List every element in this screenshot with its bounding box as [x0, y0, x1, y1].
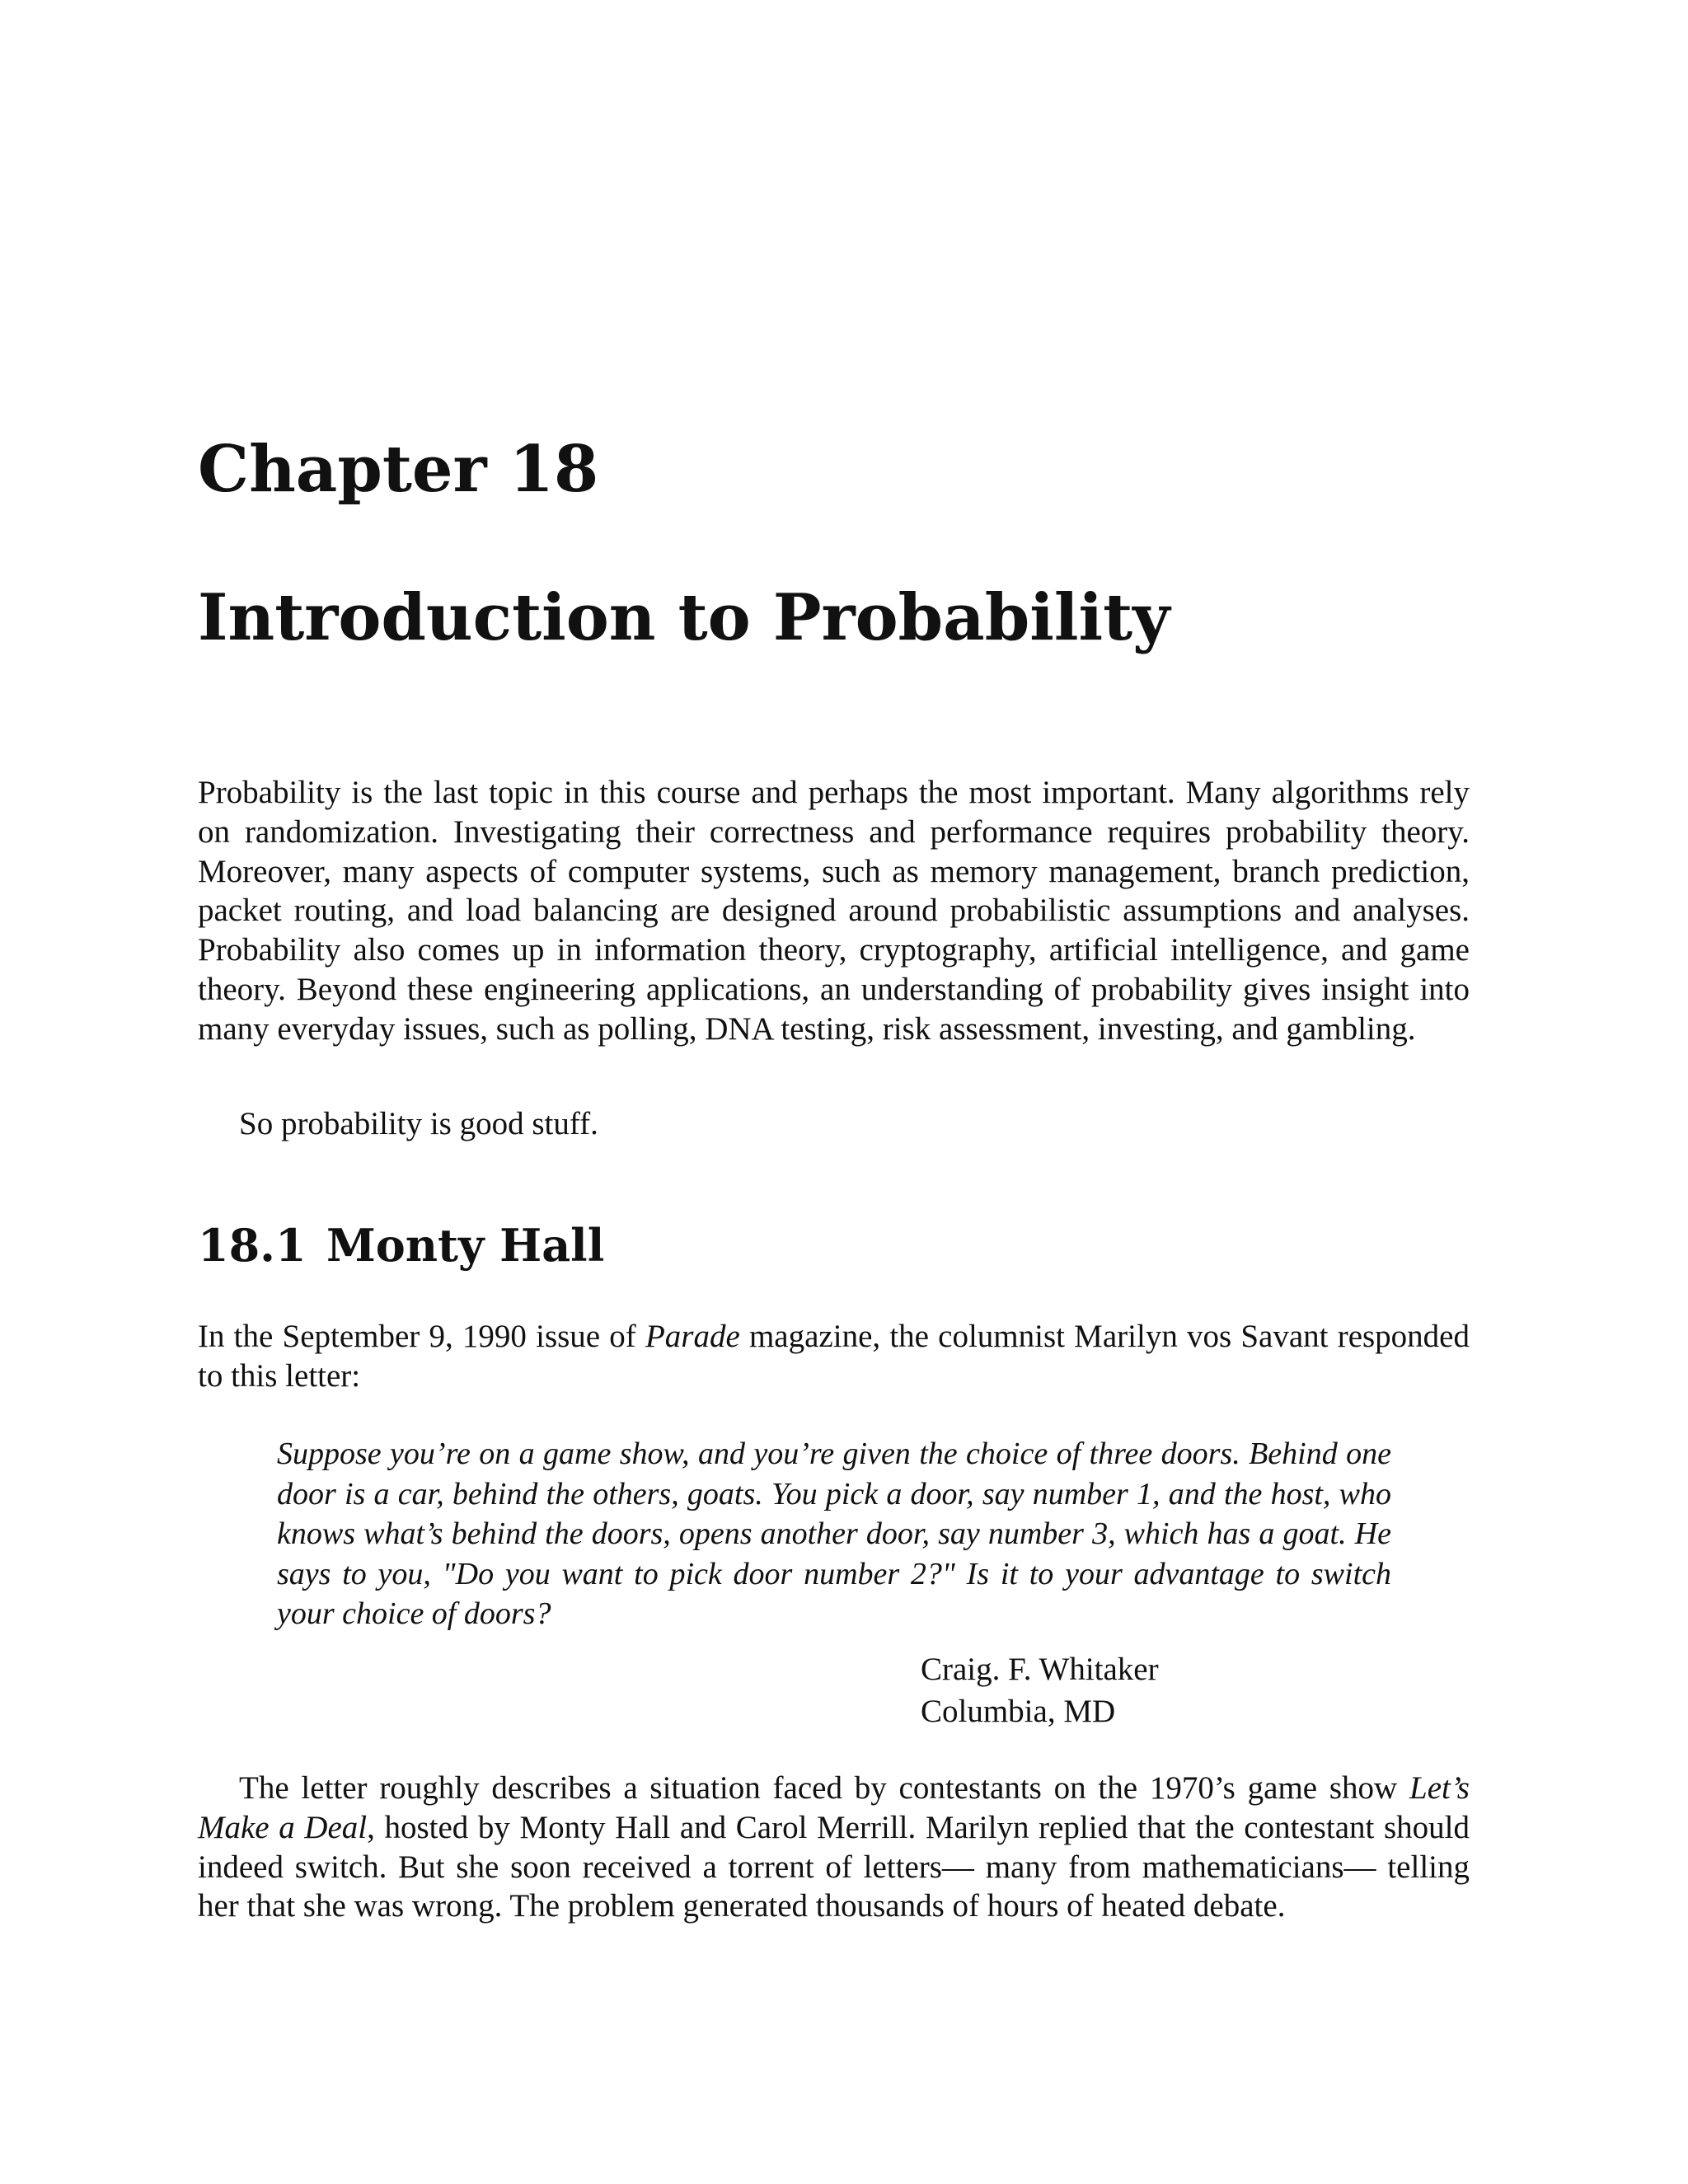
section-heading: [198, 1216, 604, 1274]
closing-paragraph: [198, 1769, 1470, 1926]
section-title: Monty Hall: [326, 1219, 605, 1272]
letter-signature: [921, 1648, 1159, 1732]
closing-text-after: , hosted by Monty Hall and Carol Merrill. Marilyn replied that the contestant should indeed switch. But she soon received a torrent of letters— many from mathematicians— telling her that she was wrong. The problem generated thousands of hours of heated debate.: [198, 1809, 1470, 1924]
show-title: Let’s Make a Deal: [198, 1770, 1470, 1845]
intro-paragraph: Probability is the last topic in this course and perhaps the most important. Many algorithms rely on randomization. Investigating their correctness and performance requires probability theory. Moreover, many aspects of computer systems, such as memory management, branch prediction, packet routing, and load balancing are designed around probabilistic assumptions and analyses. Probability also comes up in information theory, cryptography, artificial intelligence, and game theory. Beyond these engineering applications, an understanding of probability gives insight into many everyday issues, such as polling, DNA testing, risk assessment, investing, and gambling.: [198, 775, 1470, 1047]
magazine-title: Parade: [645, 1319, 740, 1354]
letter-intro-text-after: magazine, the columnist Marilyn vos Savant responded to this letter:: [198, 1319, 1470, 1394]
signature-name: Craig. F. Whitaker: [921, 1652, 1159, 1687]
section-number: 18.1: [198, 1219, 307, 1272]
chapter-label: Chapter 18: [198, 432, 599, 507]
closing-text-before: The letter roughly describes a situation faced by contestants on the 1970’s game show: [239, 1770, 1410, 1806]
letter-intro-text-before: In the September 9, 1990 issue of: [198, 1319, 645, 1354]
letter-quote: Suppose you’re on a game show, and you’re given the choice of three doors. Behind one door is a car, behind the others, goats. You pick a door, say number 1, and the host, who knows what’s behind the doors, opens another door, say number 3, which has a goat. He says to you, "Do you want to pick door number 2?" Is it to your advantage to switch your choice of doors?: [277, 1436, 1391, 1631]
letter-intro-paragraph: [198, 1317, 1470, 1396]
chapter-title: Introduction to Probability: [198, 580, 1170, 655]
intro-paragraph-second: So probability is good stuff.: [239, 1106, 598, 1141]
signature-place: Columbia, MD: [921, 1694, 1116, 1729]
